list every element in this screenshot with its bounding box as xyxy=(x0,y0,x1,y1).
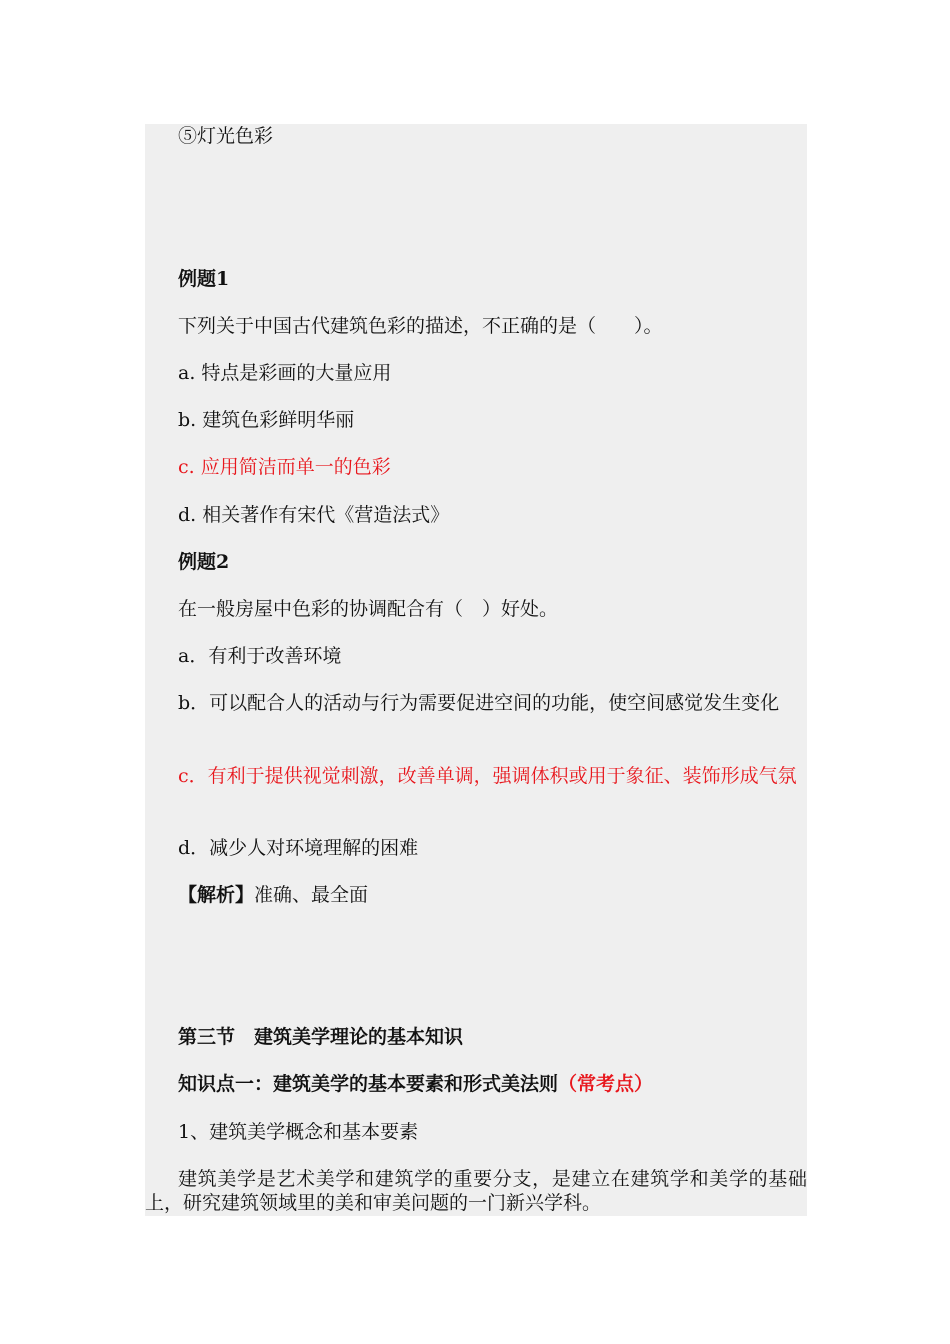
analysis-text: 准确、最全面 xyxy=(254,884,369,906)
example2-option-a: a．有利于改善环境 xyxy=(178,645,342,667)
example1-option-c-answer: c. 应用简洁而单一的色彩 xyxy=(178,456,391,478)
knowledge-point-tag: （常考点） xyxy=(558,1073,654,1095)
subheading: 1、建筑美学概念和基本要素 xyxy=(178,1121,419,1143)
example2-analysis xyxy=(145,883,807,907)
example2-option-b: b．可以配合人的活动与行为需要促进空间的功能，使空间感觉发生变化 xyxy=(178,692,780,714)
example1-option-d: d. 相关著作有宋代《营造法式》 xyxy=(178,504,450,526)
example1-option-b: b. 建筑色彩鲜明华丽 xyxy=(178,409,355,431)
example2-option-d: d．减少人对环境理解的困难 xyxy=(178,837,419,859)
section-paragraph: 建筑美学是艺术美学和建筑学的重要分支，是建立在建筑学和美学的基础上，研究建筑领域里的美和审美问题的一门新兴学科。 xyxy=(145,1168,807,1214)
example2-option-c-answer: c．有利于提供视觉刺激，改善单调，强调体积或用于象征、装饰形成气氛 xyxy=(178,765,797,787)
analysis-label: 【解析】 xyxy=(178,884,255,906)
knowledge-point-title: 知识点一：建筑美学的基本要素和形式美法则 xyxy=(178,1073,559,1095)
example2-heading: 例题2 xyxy=(178,551,230,573)
example1-heading: 例题1 xyxy=(178,268,230,290)
section-title: 第三节 建筑美学理论的基本知识 xyxy=(178,1026,464,1048)
knowledge-point xyxy=(145,1072,807,1096)
example2-question: 在一般房屋中色彩的协调配合有（ ）好处。 xyxy=(178,598,559,620)
example1-question: 下列关于中国古代建筑色彩的描述，不正确的是（ ）。 xyxy=(178,315,663,337)
example1-option-a: a. 特点是彩画的大量应用 xyxy=(178,362,392,384)
intro-item: ⑤灯光色彩 xyxy=(178,125,274,147)
